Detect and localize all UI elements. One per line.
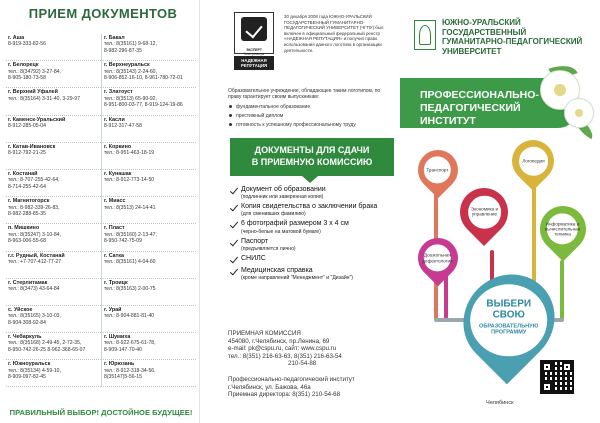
city-name: г. Верхнеуральск bbox=[104, 62, 150, 69]
phone-number: тел.: 8-912-773-14-50 bbox=[104, 177, 155, 184]
institute-banner: ПРОФЕССИОНАЛЬНО- ПЕДАГОГИЧЕСКИЙ ИНСТИТУТ bbox=[400, 78, 578, 128]
city-name: г. Коркино bbox=[104, 143, 132, 150]
city-name: г. Троицк bbox=[104, 279, 128, 286]
admission-point bbox=[6, 224, 101, 251]
choose-program-pin: ВЫБЕРИ СВОЮ ОБРАЗОВАТЕЛЬНУЮ ПРОГРАММУ bbox=[445, 256, 574, 385]
admission-points-table bbox=[6, 34, 196, 387]
phone-number: 8-904-308-92-84 bbox=[8, 319, 46, 326]
table-row bbox=[6, 252, 196, 279]
documents-list bbox=[230, 186, 394, 284]
city-name: г. Катав-Ивановск bbox=[8, 143, 56, 150]
program-label: Информатика и вычислительная техника bbox=[545, 220, 581, 237]
phone-number: тел.: 8(3513) 65-90-92, bbox=[104, 95, 157, 102]
phone-number: 8-714-255-42-64 bbox=[8, 183, 46, 190]
city-name: г. Костанай bbox=[8, 170, 38, 177]
document-name: 6 фотографий размером 3 х 4 см bbox=[241, 220, 349, 228]
document-item bbox=[230, 238, 394, 252]
university-logo bbox=[414, 20, 436, 50]
phone-number: тел.: +7-707-412-77-27 bbox=[8, 258, 62, 265]
phone-number: тел.: 8-951-463-18-19 bbox=[104, 150, 155, 157]
phone-number: тел.: 8(35164) 3-31-40, 3-29-97 bbox=[8, 95, 80, 102]
document-note: (кроме направлений "Менеджмент" и "Дизайн") bbox=[241, 275, 353, 282]
phone-number: тел.: 8-922-675-61-78, bbox=[104, 340, 156, 347]
cover-panel bbox=[400, 0, 600, 423]
phone-number: тел.: 8-912-318-34-56, bbox=[104, 367, 156, 374]
table-row bbox=[6, 34, 196, 61]
city-name: г. Белорецк bbox=[8, 62, 39, 69]
program-label: Логопедия bbox=[521, 158, 545, 164]
checkmark-icon bbox=[241, 17, 267, 41]
phone-number: тел.: 8(35160) 2-13-47, bbox=[104, 231, 157, 238]
document-item bbox=[230, 220, 394, 234]
phone-number: тел.: 8(35168) 2-49-45, 2-72-35, bbox=[8, 340, 82, 347]
admission-point bbox=[6, 88, 101, 115]
admission-office-title: ПРИЕМНАЯ КОМИССИЯ bbox=[228, 330, 301, 337]
guarantees-intro: Образовательное учреждение, обладающее таким логотипом, по праву гарантирует своим выпускникам: bbox=[228, 88, 381, 101]
document-note: (подлинник или заверенная копия) bbox=[241, 194, 324, 201]
phone-number: 8-950-742-26-25 8-962-368-65-07 bbox=[8, 346, 86, 353]
connector-line bbox=[532, 180, 536, 290]
city-name: г. Чебаркуль bbox=[8, 334, 42, 341]
city-name: г. Урай bbox=[104, 306, 122, 313]
graduate-guarantees bbox=[228, 88, 394, 131]
checkmark-icon bbox=[230, 187, 238, 195]
phone-number: 8-912-792-21-25 bbox=[8, 150, 46, 157]
admission-point bbox=[101, 279, 196, 306]
admission-point bbox=[101, 34, 196, 61]
contact-line: e-mail: pk@cspu.ru, сайт: www.cspu.ru bbox=[228, 345, 337, 353]
phone-number: 8-912-285-05-04 bbox=[8, 122, 46, 129]
contacts-block bbox=[228, 330, 396, 399]
admission-point bbox=[6, 252, 101, 279]
table-row bbox=[6, 170, 196, 197]
table-row bbox=[6, 279, 196, 306]
table-row bbox=[6, 61, 196, 88]
admission-point bbox=[101, 143, 196, 170]
admission-point bbox=[6, 61, 101, 88]
reputation-badge: НАДЕЖНАЯ РЕПУТАЦИЯ bbox=[234, 56, 274, 70]
documents-panel bbox=[200, 0, 400, 423]
city-name: г. Пласт bbox=[104, 225, 125, 232]
admission-point bbox=[6, 116, 101, 143]
admission-point bbox=[101, 197, 196, 224]
admission-point bbox=[101, 224, 196, 251]
admission-point bbox=[6, 34, 101, 61]
guarantee-item: готовность к успешному профессиональному труду bbox=[228, 122, 394, 128]
document-name: Медицинская справка bbox=[241, 266, 313, 274]
city-name: г. Магнитогорск bbox=[8, 198, 50, 205]
documents-heading: ДОКУМЕНТЫ ДЛЯ СДАЧИ В ПРИЕМНУЮ КОМИССИЮ bbox=[230, 138, 394, 176]
program-label: Дошкольная дефектология bbox=[422, 252, 454, 263]
document-item bbox=[230, 203, 394, 217]
admission-point bbox=[101, 170, 196, 197]
table-row bbox=[6, 116, 196, 143]
phone-number: 8-919-333-82-56 bbox=[8, 41, 46, 48]
connector-line bbox=[560, 260, 564, 320]
checkmark-icon bbox=[230, 256, 238, 264]
program-pin bbox=[410, 230, 467, 287]
phone-number: 8-909-097-82-45 bbox=[8, 374, 46, 381]
table-row bbox=[6, 143, 196, 170]
phone-number: тел.: 8-904-881-81-40 bbox=[104, 313, 155, 320]
admission-point bbox=[6, 306, 101, 333]
admission-point bbox=[101, 116, 196, 143]
phone-number: 8-982-288-85-35 bbox=[8, 210, 46, 217]
admission-point bbox=[101, 360, 196, 387]
city-name: г.г. Рудный, Костанай bbox=[8, 252, 65, 259]
admission-point bbox=[6, 170, 101, 197]
document-item bbox=[230, 255, 394, 264]
city-name: г. Каменск-Уральский bbox=[8, 116, 66, 123]
document-name: Копия свидетельства о заключении брака bbox=[241, 203, 378, 211]
institute-contact: Профессионально-педагогический институт г.Челябинск, ул. Бажова, 46а Приемная директора: 8(351) 210-54-68 bbox=[228, 375, 355, 399]
phone-number: тел.: 8(35161) 9-68-12, bbox=[104, 41, 157, 48]
registry-label: Член реестра bbox=[243, 52, 265, 56]
city-name: г. Златоуст bbox=[104, 89, 133, 96]
document-note: (предъявляется лично) bbox=[241, 245, 296, 252]
guarantee-item: фундаментальное образование bbox=[228, 104, 394, 110]
phone-number: 8-963-006-55-68 bbox=[8, 238, 46, 245]
city-name: г. Юрюзань bbox=[104, 361, 135, 368]
city-name: г. Аша bbox=[8, 35, 25, 41]
program-pin bbox=[503, 131, 562, 190]
admission-title: ПРИЕМ ДОКУМЕНТОВ bbox=[28, 6, 178, 21]
contact-line: 210-54-88 bbox=[288, 360, 317, 368]
table-row bbox=[6, 306, 196, 333]
phone-number: 8-912-317-47-58 bbox=[104, 122, 142, 129]
document-name: Документ об образовании bbox=[241, 186, 326, 193]
phone-number: тел.: 8(35165) 3-10-03, bbox=[8, 313, 61, 320]
document-note: (для сменивших фамилию) bbox=[241, 211, 306, 218]
phone-number: 8(35147)5-56-15 bbox=[104, 374, 142, 381]
guarantee-item: престижный диплом bbox=[228, 113, 394, 119]
checkmark-icon bbox=[230, 239, 238, 247]
city-name: п. Мишкино bbox=[8, 225, 40, 232]
phone-number: тел.: 8(34792) 3-27-84, bbox=[8, 68, 61, 75]
city-name: г. Шумиха bbox=[104, 334, 131, 341]
admission-point bbox=[6, 333, 101, 360]
admission-point bbox=[6, 143, 101, 170]
phone-number: 8-982-296-87-35 bbox=[104, 47, 142, 54]
slogan: ПРАВИЛЬНЫЙ ВЫБОР! ДОСТОЙНОЕ БУДУЩЕЕ! bbox=[9, 408, 193, 417]
city-name: г. Южноуральск bbox=[8, 361, 51, 368]
contact-line: 454080, г.Челябинск, пр.Ленина, 69 bbox=[228, 337, 330, 345]
table-row bbox=[6, 333, 196, 360]
program-pin bbox=[530, 196, 595, 261]
program-pin bbox=[450, 178, 518, 246]
city-name: г. Стерлитамак bbox=[8, 279, 48, 286]
document-note: (черно-белые на матовой бумаге) bbox=[241, 228, 321, 235]
admission-point bbox=[6, 360, 101, 387]
document-item bbox=[230, 267, 394, 281]
table-row bbox=[6, 197, 196, 224]
admission-point bbox=[6, 197, 101, 224]
admission-point bbox=[101, 88, 196, 115]
admission-point bbox=[101, 252, 196, 279]
phone-number: 8-909-147-70-40 bbox=[104, 346, 142, 353]
phone-number: тел.: 8(35163) 2-00-75 bbox=[104, 286, 156, 293]
phone-number: тел.: 8(35134) 4-59-10, bbox=[8, 367, 61, 374]
admission-point bbox=[101, 306, 196, 333]
table-row bbox=[6, 88, 196, 115]
phone-number: тел.: 8-707-255-42-64, bbox=[8, 177, 60, 184]
phone-number: тел.: 8(35143) 2-24-60, bbox=[104, 68, 157, 75]
table-row bbox=[6, 360, 196, 387]
phone-number: тел.: 8(3473) 43-64-84 bbox=[8, 286, 60, 293]
phone-number: 8-950-742-75-09 bbox=[104, 238, 142, 245]
contact-line: тел.: 8(351) 216-63-63, 8(351) 216-63-54 bbox=[228, 352, 342, 360]
phone-number: тел.: 8-982-339-26-83, bbox=[8, 204, 60, 211]
city-name: г. Бакал bbox=[104, 35, 125, 41]
checkmark-icon bbox=[230, 268, 238, 276]
phone-number: тел.: 8(35161) 4-04-60 bbox=[104, 258, 156, 265]
city-label: Челябинск bbox=[486, 400, 514, 406]
phone-number: тел.: 8(35247) 3-10-84, bbox=[8, 231, 61, 238]
expert-logo: ЭКСПЕРТ bbox=[234, 12, 274, 54]
document-name: СНИЛС bbox=[241, 254, 266, 262]
document-item bbox=[230, 186, 394, 200]
city-name: г. Верхний Уфалей bbox=[8, 89, 58, 96]
admission-point bbox=[6, 279, 101, 306]
checkmark-icon bbox=[230, 204, 238, 212]
city-name: г. Кунашак bbox=[104, 170, 132, 177]
phone-number: 8-951-800-03-77, 8-919-124-19-86 bbox=[104, 102, 183, 109]
flower-decoration bbox=[564, 98, 594, 128]
table-row bbox=[6, 224, 196, 251]
registry-note: 30 декабря 2008 года ЮЖНО-УРАЛЬСКИЙ ГОСУДАРСТВЕННЫЙ ГУМАНИТАРНО-ПЕДАГОГИЧЕСКИЙ УНИВЕРСИТЕТ (ЧГПУ) был включен в официальный федеральный реестр «НАДЕЖНАЯ РЕПУТАЦИЯ» и получил право использования данного логотипа в организации деятельности. bbox=[284, 14, 384, 53]
admission-point bbox=[101, 333, 196, 360]
document-name: Паспорт bbox=[241, 237, 269, 245]
checkmark-icon bbox=[230, 221, 238, 229]
program-label: Экономика и управление bbox=[470, 206, 498, 217]
university-name: ЮЖНО-УРАЛЬСКИЙ ГОСУДАРСТВЕННЫЙ ГУМАНИТАРНО-ПЕДАГОГИЧЕСКИЙ УНИВЕРСИТЕТ bbox=[442, 18, 583, 56]
city-name: г. Миасс bbox=[104, 198, 126, 205]
program-label: Транспорт bbox=[426, 167, 450, 173]
phone-number: 8-906-852-16-10, 8-961-780-72-01 bbox=[104, 75, 183, 81]
program-pin bbox=[410, 142, 467, 199]
city-name: с. Уйское bbox=[8, 306, 33, 313]
phone-number: 8-905-180-73-58 bbox=[8, 75, 46, 81]
phone-number: тел.: 8(3513) 24-14-41 bbox=[104, 204, 156, 211]
city-name: г. Сатка bbox=[104, 252, 124, 259]
admission-point bbox=[101, 61, 196, 88]
city-name: г. Касли bbox=[104, 116, 125, 123]
qr-code bbox=[540, 360, 574, 394]
admission-points-panel bbox=[0, 0, 200, 423]
